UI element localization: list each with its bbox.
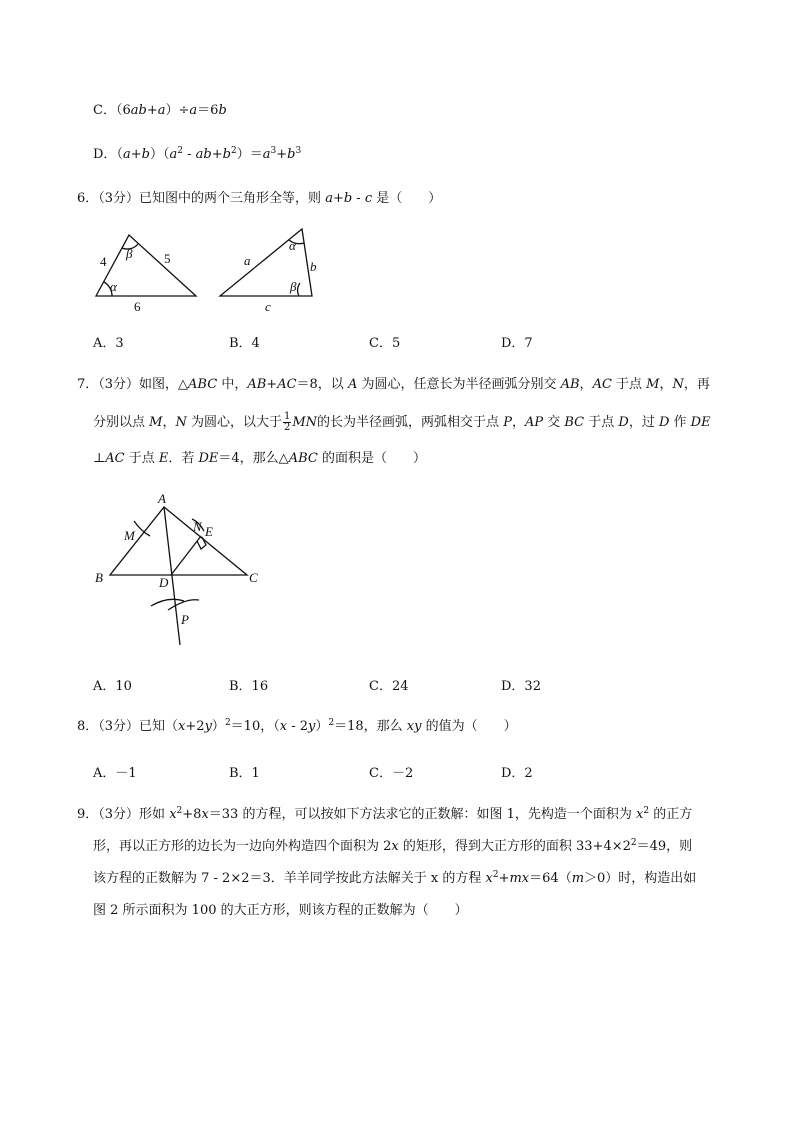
t1-angle-alpha: α [110,279,117,294]
t2-side-right: b [310,259,317,274]
t1-side-left: 4 [100,254,107,269]
q7-option-b[interactable]: B．16 [229,679,269,694]
q7-option-c[interactable]: C．24 [369,679,409,694]
q7-option-d[interactable]: D．32 [501,679,541,694]
label-a: A [158,491,166,506]
label-n: N [193,519,202,534]
t2-angle-beta: β [290,279,297,294]
q9-stem-line1: 9．（3分）形如 $x^2+8x=33$ 的方程，可以按如下方法求它的正数解：如图 1，先构造一个面积为 $x^2$ 的正方 [77,806,693,822]
q6-option-d[interactable]: D．7 [501,336,533,351]
q9-stem-line4: 图 2 所示面积为 100 的大正方形，则该方程的正数解为（ ） [93,903,468,918]
t1-side-right: 5 [164,251,171,266]
label-e: E [205,524,213,539]
q9-stem-line3: 该方程的正数解为 7 - 2×2＝3．羊羊同学按此方法解关于 x 的方程 $x^2+mx=64(m>0)$时，构造出如 [93,870,697,886]
q9-stem-line2: 形，再以正方形的边长为一边向外构造四个面积为 2x 的矩形，得到大正方形的面积 $33+4\times 2^2=49$，则 [93,838,693,854]
q7-stem-line1: 7．（3分）如图，△ABC 中，AB+AC＝8，以 A 为圆心，任意长为半径画弧分别交 AB，AC 于点 M，N，再 [77,377,710,392]
label-c: C [249,570,258,585]
t2-angle-alpha: α [289,238,296,253]
label-d: D [159,575,169,590]
q8-stem: 8．（3分）已知$(x+2y)^2=10$，（x - 2y）$^2$＝18，那么 xy 的值为（ ） [77,718,517,734]
line-de [171,536,201,575]
arc-p-left [151,599,184,606]
q6-stem: 6．（3分）已知图中的两个三角形全等，则 a+b - c 是（ ） [77,191,442,206]
q8-option-a[interactable]: A．－1 [93,766,137,781]
q6-option-a[interactable]: A．3 [93,336,124,351]
q7-stem-line2: 分别以点 M，N 为圆心，以大于 $\frac{1}{2}$ MN的长为半径画弧，两弧相交于点 P，AP 交 BC 于点 D，过 D 作 DE [93,411,711,433]
arc-p-right [168,600,199,610]
q5-option-d: D．$(a+b)(a^2 - ab+b^2)=a^3+b^3$ [93,146,302,162]
label-p: P [181,612,189,627]
label-b: B [95,570,103,585]
label-m: M [124,528,135,543]
q8-option-b[interactable]: B．1 [229,766,260,781]
half-fraction: $\frac{1}{2}$ [283,411,291,433]
q5-option-c: C．（6ab+a）÷a＝6b [93,103,227,118]
q7-stem-line3: ⊥AC 于点 E．若 DE＝4，那么△ABC 的面积是（ ） [93,451,426,466]
q7-option-a[interactable]: A．10 [93,679,132,694]
q6-option-b[interactable]: B．4 [229,336,260,351]
t1-side-bottom: 6 [134,299,141,314]
q8-option-c[interactable]: C．－2 [369,766,414,781]
q8-option-d[interactable]: D．2 [501,766,533,781]
t1-angle-beta: β [126,246,133,261]
t2-side-hyp: a [244,253,251,268]
q6-option-c[interactable]: C．5 [369,336,401,351]
t2-side-bottom: c [265,299,271,314]
